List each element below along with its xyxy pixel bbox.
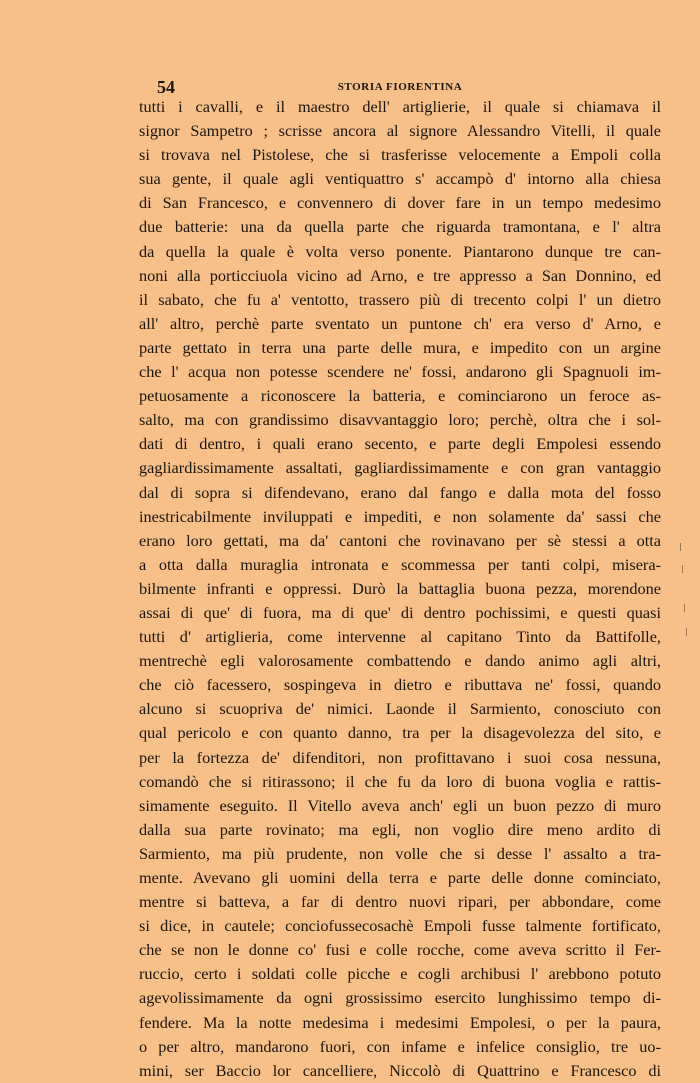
text-line: che se non le donne co' fusi e colle rocche, come aveva scritto il Fer- xyxy=(139,940,661,960)
margin-mark xyxy=(684,604,685,612)
text-line: petuosamente a riconoscere la batteria, e cominciarono un feroce as- xyxy=(139,386,661,406)
margin-mark xyxy=(682,565,683,573)
text-line: a otta dalla muraglia intronata e scommessa per tanti colpi, misera- xyxy=(139,554,661,574)
text-line: parte gettato in terra una parte delle mura, e impedito con un argine xyxy=(139,337,661,357)
text-line: mente. Avevano gli uomini della terra e parte delle donne cominciato, xyxy=(139,868,661,887)
text-line: si dice, in cautele; conciofussecosachè Empoli fusse talmente fortificato, xyxy=(139,916,661,936)
text-line: si trovava nel Pistolese, che si trasferisse velocemente a Empoli colla xyxy=(139,145,661,165)
text-line: da quella la quale è volta verso ponente. Piantarono dunque tre can- xyxy=(139,241,661,261)
text-line: dalla sua parte rovinato; ma egli, non voglio dire meno ardito di xyxy=(139,819,661,839)
text-line: agevolissimamente da ogni grossissimo esercito lunghissimo tempo di- xyxy=(139,988,661,1008)
text-line: gagliardissimamente assaltati, gagliardissimamente e con gran vantaggio xyxy=(139,458,661,478)
text-line: di San Francesco, e convennero di dover fare in un tempo medesimo xyxy=(139,193,661,213)
margin-mark xyxy=(686,628,687,636)
text-line: noni alla porticciuola vicino ad Arno, e tre appresso a San Donnino, ed xyxy=(139,265,661,285)
running-title: STORIA FIORENTINA xyxy=(337,81,463,93)
text-line: il sabato, che fu a' ventotto, trassero più di trecento colpi l' un dietro xyxy=(139,289,661,309)
margin-mark xyxy=(680,543,681,551)
text-line: simamente eseguito. Il Vitello aveva anch' egli un buon pezzo di muro xyxy=(139,795,661,815)
text-line: Sarmiento, ma più prudente, non volle che si desse l' assalto a tra- xyxy=(139,843,661,863)
text-line: che ciò facessero, sospingeva in dietro e ributtava ne' fossi, quando xyxy=(139,675,661,695)
text-line: salto, ma con grandissimo disavvantaggio loro; perchè, oltra che i sol- xyxy=(139,410,661,430)
text-line: signor Sampetro ; scrisse ancora al signore Alessandro Vitelli, il quale xyxy=(139,121,661,141)
page-number: 54 xyxy=(157,77,175,97)
text-line: fendere. Ma la notte medesima i medesimi Empolesi, o per la paura, xyxy=(139,1012,661,1032)
text-line: dal di sopra si difendevano, erano dal fango e dalla mota del fosso xyxy=(139,482,661,502)
text-line: mentrechè egli valorosamente combattendo e dando animo agli altri, xyxy=(139,651,661,671)
text-line: bilmente infranti e oppressi. Durò la battaglia buona pezza, morendone xyxy=(139,578,661,598)
text-line: mini, ser Baccio lor cancelliere, Niccolò di Quattrino e Francesco di xyxy=(139,1060,661,1080)
text-line: alcuno si scuopriva de' nimici. Laonde il Sarmiento, conosciuto con xyxy=(139,699,661,719)
text-line: mentre si batteva, a far di dentro nuovi ripari, per abbondare, come xyxy=(139,892,661,912)
text-line: tutti d' artiglieria, come intervenne al capitano Tinto da Battifolle, xyxy=(139,627,661,647)
text-line: ruccio, certo i soldati colle picche e cogli archibusi l' arebbono potuto xyxy=(139,964,661,984)
text-line: che l' acqua non potesse scendere ne' fossi, andarono gli Spagnuoli im- xyxy=(139,362,661,382)
text-line: due batterie: una da quella parte che riguarda tramontana, e l' altra xyxy=(139,217,661,237)
text-line: dati di dentro, i quali erano secento, e parte degli Empolesi essendo xyxy=(139,434,661,454)
text-line: qual pericolo e con quanto danno, tra per la disagevolezza del sito, e xyxy=(139,723,661,743)
text-line: comandò che si ritirassono; il che fu da loro di buona voglia e rattis- xyxy=(139,771,661,791)
text-line: tutti i cavalli, e il maestro dell' artiglierie, il quale si chiamava il xyxy=(139,97,661,116)
text-line: o per altro, mandarono fuori, con infame e infelice consiglio, tre uo- xyxy=(139,1036,661,1056)
text-line: sua gente, il quale agli ventiquattro s' accampò d' intorno alla chiesa xyxy=(139,169,661,189)
body-text xyxy=(139,95,661,1083)
text-line: assai di que' di fuora, ma di que' di dentro pochissimi, e questi quasi xyxy=(139,602,661,622)
text-line: inestricabilmente inviluppati e impediti, e non solamente da' sassi che xyxy=(139,506,661,526)
text-line: erano loro gettati, ma da' cantoni che rovinavano per sè stessi a otta xyxy=(139,530,661,550)
text-line: per la fortezza de' difenditori, non profittavano i suoi cosa nessuna, xyxy=(139,747,661,767)
text-line: all' altro, perchè parte sventato un puntone ch' era verso d' Arno, e xyxy=(139,313,661,333)
